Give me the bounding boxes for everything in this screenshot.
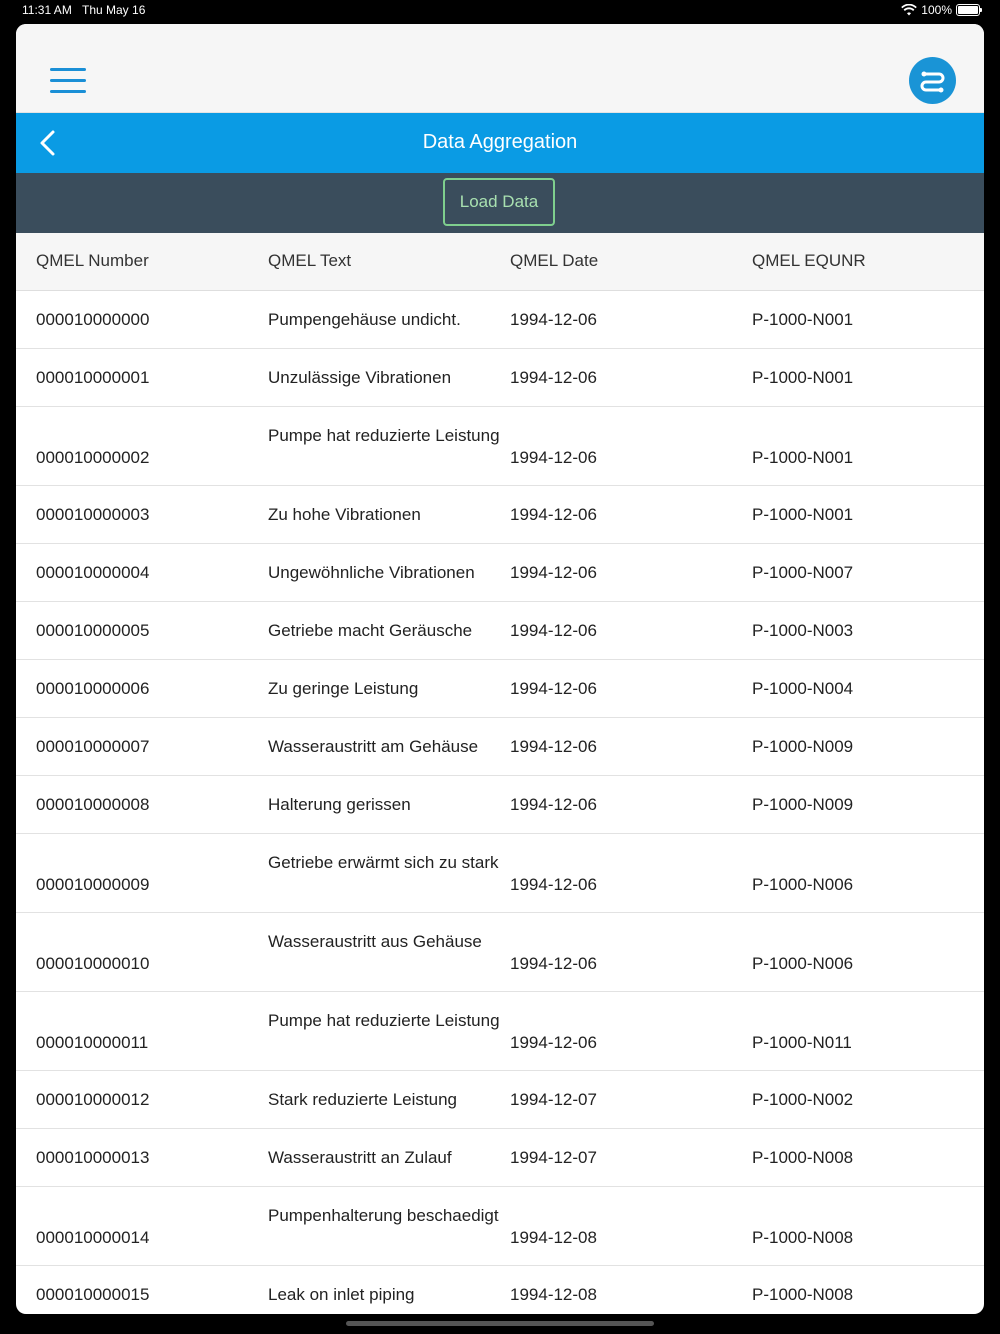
cell-date: 1994-12-06 (510, 621, 597, 640)
cell-date: 1994-12-06 (510, 875, 597, 894)
cell-number: 000010000002 (36, 448, 150, 467)
cell-text: Zu geringe Leistung (268, 679, 419, 698)
cell-equnr: P-1000-N011 (752, 1033, 852, 1052)
home-indicator[interactable] (346, 1321, 654, 1326)
app-logo-icon[interactable] (909, 57, 956, 104)
cell-number: 000010000000 (36, 310, 150, 329)
cell-date: 1994-12-06 (510, 795, 597, 814)
table-row[interactable] (16, 718, 984, 776)
cell-date: 1994-12-06 (510, 679, 597, 698)
load-data-button[interactable]: Load Data (443, 178, 555, 226)
cell-number: 000010000010 (36, 954, 150, 973)
status-right (901, 3, 980, 17)
table-row[interactable] (16, 544, 984, 602)
cell-text: Pumpengehäuse undicht. (268, 310, 461, 329)
column-header-number[interactable]: QMEL Number (36, 251, 149, 270)
table-row[interactable] (16, 349, 984, 407)
status-bar (0, 0, 1000, 22)
cell-text: Pumpe hat reduzierte Leistung (268, 1011, 500, 1030)
cell-text: Halterung gerissen (268, 795, 411, 814)
cell-date: 1994-12-06 (510, 954, 597, 973)
table-body (16, 291, 984, 1314)
cell-text: Stark reduzierte Leistung (268, 1090, 457, 1109)
cell-equnr: P-1000-N007 (752, 563, 854, 582)
table-row[interactable] (16, 291, 984, 349)
table-row[interactable] (16, 776, 984, 834)
table-row[interactable] (16, 1129, 984, 1187)
cell-text: Unzulässige Vibrationen (268, 368, 452, 387)
table-row[interactable] (16, 992, 984, 1071)
table-row[interactable] (16, 1266, 984, 1314)
cell-equnr: P-1000-N001 (752, 368, 854, 387)
cell-date: 1994-12-07 (510, 1090, 597, 1109)
table-row[interactable] (16, 913, 984, 992)
cell-equnr: P-1000-N008 (752, 1228, 854, 1247)
cell-text: Getriebe erwärmt sich zu stark (268, 853, 499, 872)
cell-date: 1994-12-06 (510, 563, 597, 582)
cell-equnr: P-1000-N003 (752, 621, 854, 640)
cell-date: 1994-12-06 (510, 310, 597, 329)
cell-equnr: P-1000-N004 (752, 679, 854, 698)
cell-date: 1994-12-06 (510, 368, 597, 387)
table-header (16, 233, 984, 291)
cell-date: 1994-12-08 (510, 1228, 597, 1247)
cell-equnr: P-1000-N006 (752, 954, 854, 973)
nav-bar (16, 113, 984, 173)
toolbar (16, 173, 984, 233)
table-row[interactable] (16, 407, 984, 486)
battery-percent: 100% (921, 3, 952, 17)
cell-text: Wasseraustritt am Gehäuse (268, 737, 479, 756)
hamburger-icon[interactable] (50, 68, 86, 94)
cell-date: 1994-12-06 (510, 448, 597, 467)
cell-text: Ungewöhnliche Vibrationen (268, 563, 475, 582)
column-header-date[interactable]: QMEL Date (510, 251, 599, 270)
table-row[interactable] (16, 1187, 984, 1266)
status-date: Thu May 16 (82, 3, 146, 17)
cell-date: 1994-12-06 (510, 1033, 597, 1052)
data-table (16, 233, 984, 1314)
table-row[interactable] (16, 486, 984, 544)
cell-date: 1994-12-07 (510, 1148, 597, 1167)
cell-number: 000010000009 (36, 875, 150, 894)
cell-date: 1994-12-06 (510, 505, 597, 524)
top-bar (16, 24, 984, 113)
cell-equnr: P-1000-N006 (752, 875, 854, 894)
cell-number: 000010000015 (36, 1285, 150, 1304)
cell-number: 000010000014 (36, 1228, 150, 1247)
cell-date: 1994-12-08 (510, 1285, 597, 1304)
column-header-equnr[interactable]: QMEL EQUNR (752, 251, 866, 270)
wifi-icon (901, 4, 917, 16)
cell-equnr: P-1000-N009 (752, 795, 854, 814)
cell-number: 000010000001 (36, 368, 150, 387)
status-time: 11:31 AM (22, 3, 72, 17)
cell-equnr: P-1000-N001 (752, 505, 854, 524)
app-window (16, 24, 984, 1314)
cell-equnr: P-1000-N001 (752, 448, 854, 467)
cell-text: Wasseraustritt aus Gehäuse (268, 932, 482, 951)
cell-equnr: P-1000-N009 (752, 737, 854, 756)
cell-equnr: P-1000-N008 (752, 1148, 854, 1167)
table-row[interactable] (16, 834, 984, 913)
cell-number: 000010000012 (36, 1090, 150, 1109)
cell-number: 000010000007 (36, 737, 150, 756)
cell-text: Pumpe hat reduzierte Leistung (268, 426, 500, 445)
cell-text: Getriebe macht Geräusche (268, 621, 473, 640)
cell-number: 000010000005 (36, 621, 150, 640)
cell-text: Pumpenhalterung beschaedigt (268, 1206, 499, 1225)
cell-date: 1994-12-06 (510, 737, 597, 756)
table-row[interactable] (16, 660, 984, 718)
table-row[interactable] (16, 602, 984, 660)
cell-equnr: P-1000-N001 (752, 310, 854, 329)
cell-number: 000010000008 (36, 795, 150, 814)
cell-number: 000010000013 (36, 1148, 150, 1167)
cell-number: 000010000011 (36, 1033, 149, 1052)
cell-text: Wasseraustritt an Zulauf (268, 1148, 452, 1167)
cell-equnr: P-1000-N008 (752, 1285, 854, 1304)
cell-text: Leak on inlet piping (268, 1285, 415, 1304)
table-row[interactable] (16, 1071, 984, 1129)
cell-number: 000010000006 (36, 679, 150, 698)
cell-number: 000010000003 (36, 505, 150, 524)
page-title: Data Aggregation (422, 131, 578, 153)
battery-icon (956, 4, 980, 16)
cell-number: 000010000004 (36, 563, 150, 582)
cell-text: Zu hohe Vibrationen (268, 505, 421, 524)
cell-equnr: P-1000-N002 (752, 1090, 854, 1109)
column-header-text[interactable]: QMEL Text (268, 251, 352, 270)
